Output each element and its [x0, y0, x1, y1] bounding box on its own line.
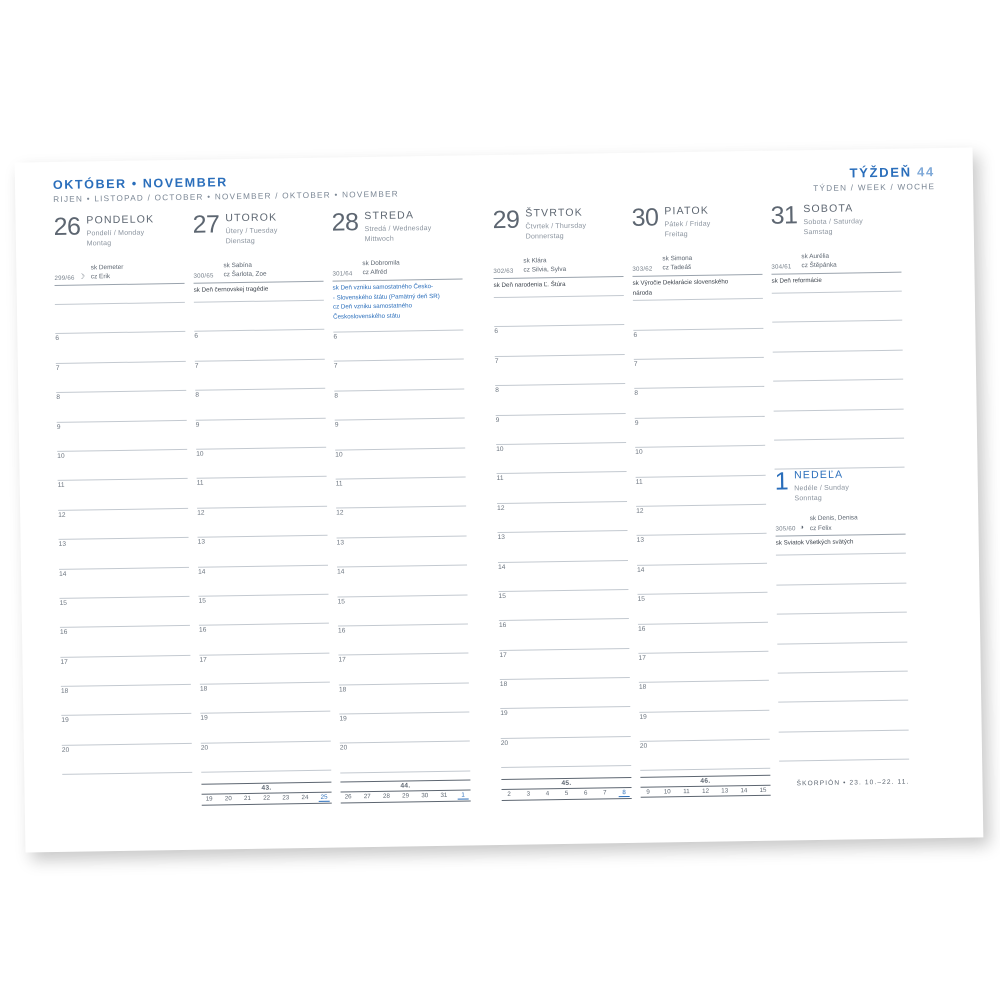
hour-row[interactable]: 12: [497, 502, 627, 533]
day-number: 30: [631, 203, 659, 232]
hour-row[interactable]: 6: [333, 331, 463, 362]
hour-row[interactable]: 18: [639, 681, 769, 712]
hour-row[interactable]: 9: [57, 420, 187, 451]
day-name-translations: Pondelí / Monday Montag: [86, 229, 145, 248]
day-column-monday: [53, 213, 201, 781]
day-header: [192, 211, 323, 259]
nameday-block: [332, 255, 462, 282]
nameday-block: [193, 257, 323, 284]
hour-row[interactable]: [772, 321, 902, 352]
hour-row[interactable]: 9: [496, 414, 626, 445]
nameday-cz: cz Felix: [809, 524, 832, 532]
month-title-translations: RIJEN • LISTOPAD / OCTOBER • NOVEMBER / OKTOBER • NOVEMBER: [53, 189, 399, 204]
hour-row[interactable]: 14: [498, 560, 628, 591]
nameday-cz: cz Štěpánka: [801, 262, 837, 270]
nameday-cz: cz Erik: [90, 273, 111, 281]
hour-row[interactable]: 19: [339, 713, 469, 744]
hour-row[interactable]: [633, 299, 763, 330]
day-header: [492, 206, 623, 254]
day-code: 299/66: [54, 274, 75, 282]
week-strip-day[interactable]: 14: [740, 787, 748, 795]
hour-row[interactable]: 14: [59, 567, 189, 598]
hour-row[interactable]: 15: [638, 593, 768, 624]
week-strip-day[interactable]: 23: [282, 794, 290, 802]
nameday-block: [771, 248, 901, 275]
hour-row[interactable]: [776, 554, 906, 585]
hour-row[interactable]: 16: [499, 619, 629, 650]
week-strip-day-highlight[interactable]: 25: [319, 794, 330, 802]
planner-page: [15, 148, 984, 853]
hour-row[interactable]: [773, 350, 903, 381]
hour-row[interactable]: 15: [198, 595, 328, 626]
nameday-right: [85, 262, 185, 283]
week-strip-day[interactable]: 29: [402, 792, 410, 801]
holiday-note-sunday: sk Sviatok Všetkých svätých: [776, 535, 906, 556]
hour-row[interactable]: 13: [337, 536, 467, 567]
nameday-block: [54, 259, 184, 286]
hour-row[interactable]: 19: [61, 714, 191, 745]
nameday-left: [493, 266, 513, 276]
hour-row[interactable]: 7: [334, 360, 464, 391]
hour-row[interactable]: 11: [497, 472, 627, 503]
hour-rows: [494, 296, 631, 768]
hour-row[interactable]: 20: [340, 742, 470, 773]
day-code: 301/64: [332, 269, 353, 278]
day-name-translations: Pátek / Friday Freitag: [664, 220, 711, 239]
nameday-left: [332, 269, 352, 279]
day-name: STREDA: [364, 209, 415, 223]
day-number: 31: [770, 201, 798, 230]
hour-row[interactable]: 10: [196, 448, 326, 479]
week-strip-day[interactable]: 27: [363, 793, 371, 801]
hour-row[interactable]: 15: [59, 597, 189, 628]
day-name-translations: Čtvrtek / Thursday Donnerstag: [525, 222, 587, 241]
zodiac-label: ŠKORPIÓN • 23. 10.–22. 11.: [796, 779, 910, 788]
hour-row[interactable]: [194, 301, 324, 332]
day-header: [331, 209, 462, 257]
hour-rows: [55, 303, 192, 775]
page-header: [33, 164, 955, 205]
hour-row[interactable]: 16: [638, 622, 768, 653]
week-strip-day[interactable]: 3: [526, 791, 531, 799]
week-strip-day[interactable]: 28: [382, 793, 390, 801]
hour-row[interactable]: 17: [338, 654, 468, 685]
hour-rows-sunday: [776, 554, 909, 762]
week-strip-placeholder: [62, 784, 201, 808]
holiday-note: sk Výročie Deklarácie slovenského národa: [633, 275, 763, 301]
hour-row[interactable]: [774, 409, 904, 440]
week-strip-day[interactable]: 26: [344, 793, 352, 801]
hour-row[interactable]: 11: [636, 475, 766, 506]
hour-row[interactable]: 7: [56, 362, 186, 393]
nameday-right: [795, 250, 901, 271]
hour-row[interactable]: 8: [56, 391, 186, 422]
hour-row[interactable]: [777, 642, 907, 673]
nameday-cz: cz Silvia, Sylva: [523, 266, 567, 274]
day-column-friday: [631, 204, 779, 772]
hour-row[interactable]: [773, 380, 903, 411]
nameday-sk: sk Klára: [523, 257, 547, 265]
nameday-right: [217, 260, 323, 281]
week-strip-day[interactable]: 6: [583, 790, 588, 798]
zodiac-brand-block: [779, 773, 918, 797]
week-strip-day[interactable]: 31: [440, 792, 448, 800]
week-strip-day[interactable]: 7: [603, 789, 607, 797]
nameday-sk: sk Aurélia: [801, 252, 830, 261]
hour-row[interactable]: 10: [57, 450, 187, 481]
holiday-note: [55, 284, 185, 305]
hour-row[interactable]: 13: [198, 536, 328, 567]
hour-row[interactable]: 20: [201, 742, 331, 773]
week-strip-day[interactable]: 24: [301, 794, 309, 802]
week-strip-day-highlight[interactable]: 8: [619, 789, 630, 797]
week-strip-day[interactable]: 19: [205, 796, 213, 804]
nameday-right: [656, 253, 762, 274]
day-code: 304/61: [771, 263, 792, 271]
week-label: [813, 164, 935, 181]
hour-row[interactable]: 15: [498, 590, 628, 621]
hour-row[interactable]: 15: [338, 595, 468, 626]
holiday-note: sk Deň černovskej tragédie: [194, 282, 324, 303]
hour-row[interactable]: 7: [634, 358, 764, 389]
hour-row[interactable]: 16: [60, 626, 190, 657]
day-block-sunday: [775, 468, 910, 762]
hour-row[interactable]: 13: [637, 534, 767, 565]
day-name-translations: Stredá / Wednesday Mittwoch: [364, 224, 432, 243]
hour-row[interactable]: 17: [638, 652, 768, 683]
nameday-sk: sk Demeter: [90, 263, 124, 272]
hour-row[interactable]: 13: [59, 538, 189, 569]
hour-row[interactable]: [776, 583, 906, 614]
hour-row[interactable]: 18: [61, 685, 191, 716]
nameday-left: [632, 264, 652, 274]
hour-row[interactable]: [772, 292, 902, 323]
week-strip-day[interactable]: 10: [663, 788, 671, 796]
nameday-sk: sk Sabína: [223, 261, 252, 270]
week-strip-label: 46.: [640, 776, 770, 788]
nameday-left: [771, 262, 791, 272]
holiday-note: sk Deň vzniku samostatného Česko- - Slovenského štátu (Pamätný deň SR) cz Deň vzniku samostatného Československého státu: [333, 280, 464, 333]
nameday-sk: sk Dobromila: [362, 259, 400, 267]
holiday-note: sk Deň reformácie: [771, 273, 901, 294]
planner-spread: [15, 148, 984, 853]
hour-row[interactable]: 9: [196, 418, 326, 449]
hour-row[interactable]: 16: [338, 624, 468, 655]
nameday-right: [356, 257, 462, 278]
day-column-wednesday: [331, 208, 479, 776]
spine-gutter-bottom: [479, 779, 501, 801]
day-code: 305/60: [775, 525, 796, 533]
day-name: PIATOK: [664, 204, 710, 218]
week-strip-day[interactable]: 20: [224, 795, 232, 803]
day-code: 303/62: [632, 265, 653, 273]
hour-row[interactable]: 14: [637, 564, 767, 595]
nameday-cz: cz Šarlota, Zoe: [223, 271, 267, 279]
day-header: [631, 204, 762, 252]
hour-row[interactable]: 8: [334, 389, 464, 420]
week-number: 44: [916, 164, 936, 180]
hour-row[interactable]: 16: [199, 624, 329, 655]
nameday-block: [493, 252, 623, 279]
week-strip-day[interactable]: 12: [702, 788, 710, 796]
week-strip-label: 44.: [340, 781, 470, 793]
week-strip-day[interactable]: 11: [683, 788, 690, 796]
nameday-cz: cz Tadeáš: [662, 264, 692, 272]
day-code: 300/65: [193, 272, 214, 280]
hour-row[interactable]: 19: [639, 710, 769, 741]
hour-row[interactable]: [774, 439, 904, 470]
week-strip-43[interactable]: [201, 782, 340, 806]
nameday-sk: sk Simona: [662, 254, 693, 263]
day-name-translations: Sobota / Saturday Samstag: [803, 217, 863, 236]
week-strip-day[interactable]: 13: [721, 787, 729, 796]
hour-row[interactable]: 8: [495, 384, 625, 415]
hour-row[interactable]: 20: [640, 740, 770, 771]
nameday-right: [517, 255, 623, 276]
hour-row[interactable]: 11: [336, 477, 466, 508]
header-right: [813, 164, 935, 193]
nameday-block: [632, 250, 762, 277]
week-strip-days: [341, 791, 471, 803]
nameday-right: [804, 513, 906, 534]
week-strip-44[interactable]: [340, 780, 479, 804]
day-number: 29: [492, 205, 520, 235]
header-left: [53, 173, 399, 204]
hour-row[interactable]: [778, 701, 908, 732]
day-column-saturday-sunday: [770, 202, 918, 770]
hour-row[interactable]: 10: [496, 443, 626, 474]
nameday-block-sunday: [775, 510, 905, 537]
week-strip-day[interactable]: 2: [507, 791, 511, 799]
hour-row[interactable]: 12: [197, 506, 327, 537]
hour-row[interactable]: 20: [62, 744, 192, 775]
hour-row[interactable]: [55, 303, 185, 334]
day-number: 27: [192, 210, 220, 239]
hour-row[interactable]: 13: [498, 531, 628, 562]
week-strip-label: 43.: [201, 783, 331, 795]
day-header: [53, 213, 184, 261]
hour-row[interactable]: 6: [494, 325, 624, 356]
day-columns: [33, 201, 964, 781]
holiday-note: sk Deň narodenia Ľ. Štúra: [494, 277, 624, 298]
nameday-left: [775, 524, 795, 534]
hour-row[interactable]: 11: [197, 477, 327, 508]
week-strip-days: [641, 786, 771, 797]
day-header: [770, 202, 901, 250]
hour-row[interactable]: 19: [200, 712, 330, 743]
hour-row[interactable]: 17: [499, 649, 629, 680]
day-column-tuesday: [192, 211, 340, 779]
hour-rows-saturday: [772, 292, 905, 470]
hour-row[interactable]: 8: [195, 389, 325, 420]
week-strip-label: 45.: [501, 778, 631, 790]
day-number: 26: [53, 212, 81, 241]
hour-row[interactable]: 11: [58, 479, 188, 510]
week-strip-day[interactable]: 15: [759, 787, 767, 795]
hour-row[interactable]: 10: [335, 448, 465, 479]
week-label-text: TÝŽDEŇ: [849, 164, 918, 181]
hour-row[interactable]: 9: [635, 417, 765, 448]
hour-rows: [633, 299, 770, 771]
hour-row[interactable]: [494, 296, 624, 327]
hour-row[interactable]: 20: [501, 737, 631, 768]
week-strip-45[interactable]: [501, 777, 640, 801]
day-number: 1: [774, 467, 789, 497]
day-name: PONDELOK: [86, 213, 155, 227]
hour-row[interactable]: [778, 672, 908, 703]
day-header-sunday: [775, 468, 906, 512]
week-label-translations: TÝDEN / WEEK / WOCHE: [813, 182, 936, 194]
day-name-translations: Nedéle / Sunday Sonntag: [794, 484, 850, 503]
hour-row[interactable]: 14: [198, 565, 328, 596]
day-name: ŠTVRTOK: [525, 206, 584, 220]
week-strip-46[interactable]: [640, 775, 779, 799]
week-strip-day[interactable]: 22: [263, 795, 271, 803]
week-strip-day[interactable]: 5: [564, 790, 569, 798]
week-strip-day[interactable]: 4: [545, 790, 550, 798]
hour-row[interactable]: 6: [633, 328, 763, 359]
day-column-thursday: [492, 206, 640, 774]
hour-row[interactable]: 12: [336, 507, 466, 538]
hour-row[interactable]: 18: [200, 683, 330, 714]
hour-row[interactable]: 10: [635, 446, 765, 477]
day-name-translations: Útery / Tuesday Dienstag: [225, 226, 278, 245]
nameday-cz: cz Alfréd: [362, 269, 388, 277]
hour-row[interactable]: 7: [495, 355, 625, 386]
day-name: UTOROK: [225, 211, 278, 225]
week-strip-days: [202, 793, 332, 805]
hour-row[interactable]: 17: [60, 656, 190, 687]
hour-row[interactable]: 18: [500, 678, 630, 709]
week-strip-days: [502, 788, 632, 800]
nameday-sk: sk Denis, Denisa: [809, 514, 858, 523]
week-strip-day[interactable]: 21: [243, 795, 251, 803]
hour-row[interactable]: 12: [58, 509, 188, 540]
hour-row[interactable]: [779, 730, 909, 761]
hour-row[interactable]: 8: [634, 387, 764, 418]
hour-row[interactable]: 12: [636, 505, 766, 536]
week-strip-day-highlight[interactable]: 1: [458, 792, 469, 800]
hour-rows: [194, 301, 331, 773]
moon-phase-icon: ☽: [78, 272, 85, 281]
month-title: OKTÓBER • NOVEMBER: [52, 175, 228, 192]
hour-row[interactable]: 17: [199, 653, 329, 684]
hour-row[interactable]: 6: [55, 332, 185, 363]
day-name: SOBOTA: [803, 202, 854, 216]
week-strip-day[interactable]: 30: [421, 792, 429, 800]
hour-row[interactable]: 14: [337, 566, 467, 597]
week-strip-day[interactable]: 9: [646, 789, 650, 797]
nameday-left: [193, 271, 213, 281]
hour-row[interactable]: 7: [195, 360, 325, 391]
hour-row[interactable]: 6: [194, 330, 324, 361]
day-code: 302/63: [493, 267, 514, 275]
day-number: 28: [331, 208, 359, 237]
hour-row[interactable]: [777, 613, 907, 644]
moon-phase-icon: ◑: [799, 524, 804, 532]
hour-row[interactable]: 19: [500, 707, 630, 738]
hour-row[interactable]: 18: [339, 683, 469, 714]
hour-rows: [333, 331, 470, 774]
day-name: NEDEĽA: [793, 468, 844, 482]
hour-row[interactable]: 9: [335, 419, 465, 450]
nameday-left: [54, 273, 74, 283]
